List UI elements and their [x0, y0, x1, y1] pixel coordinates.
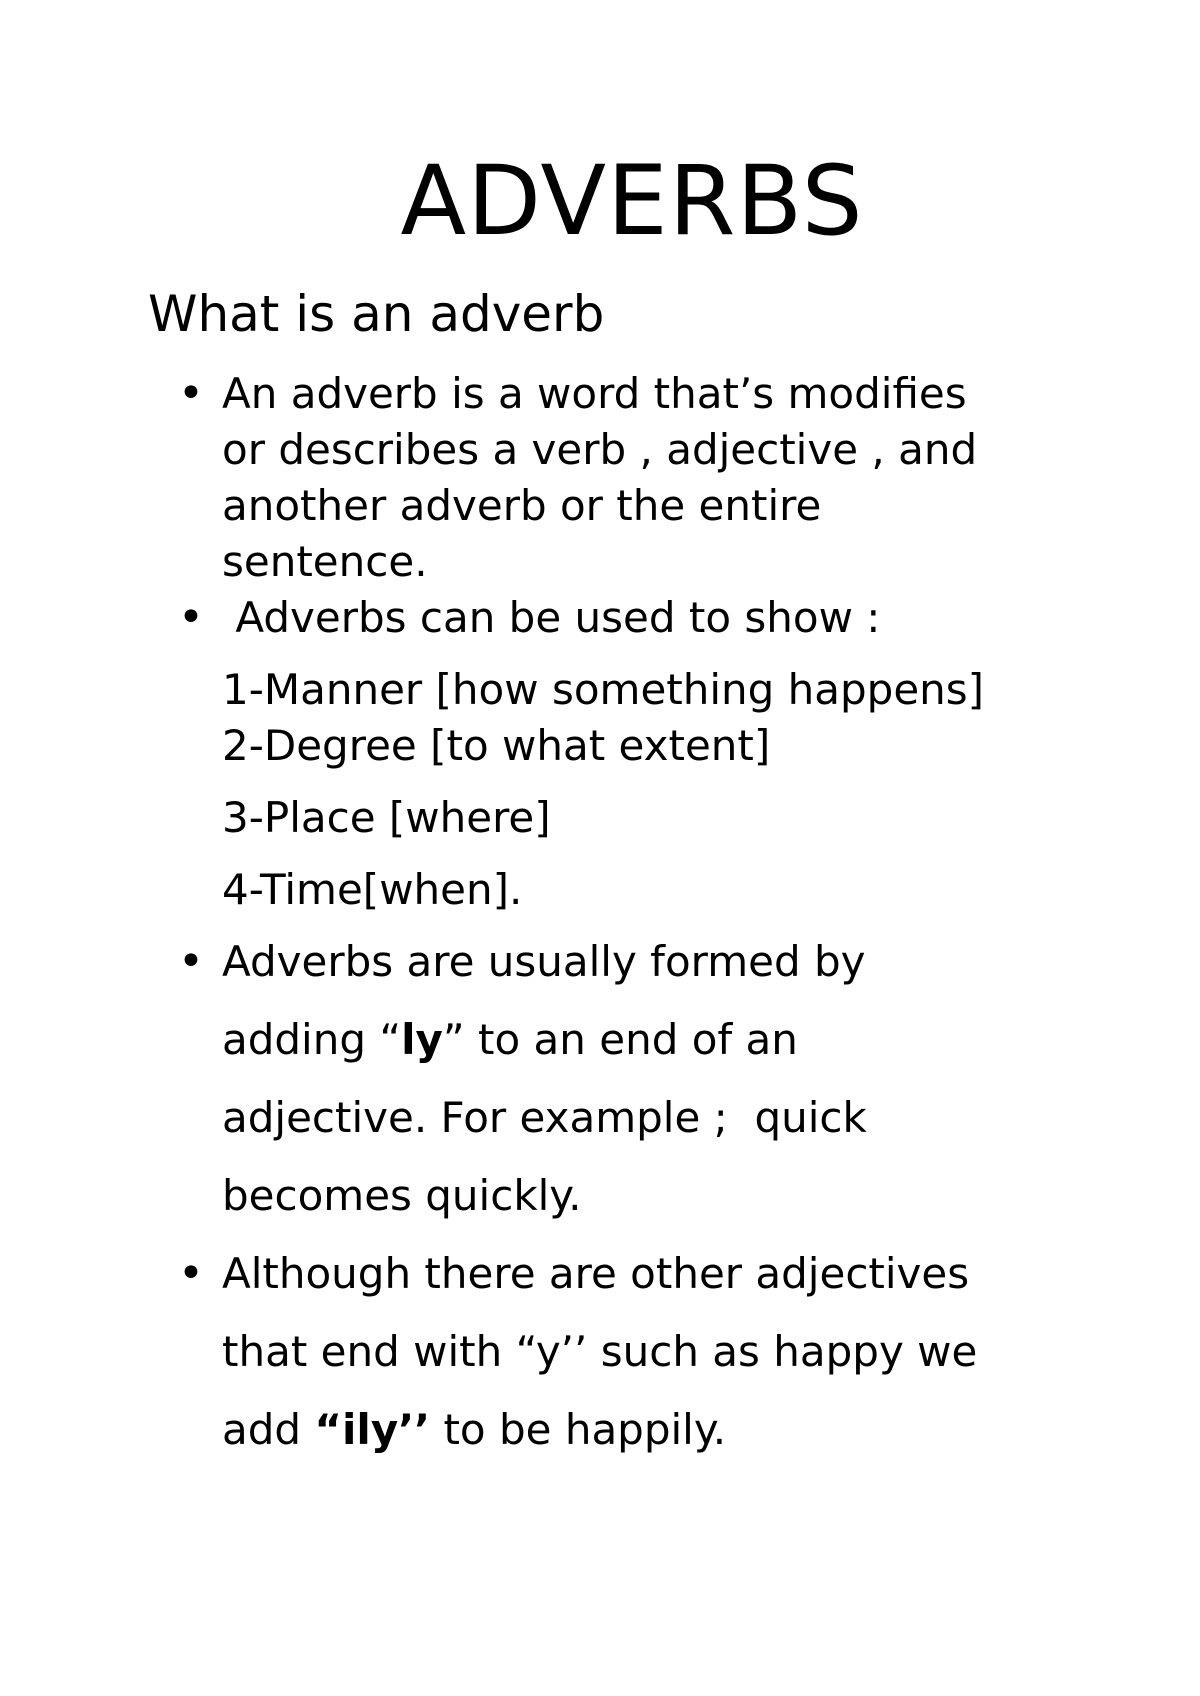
- section-heading: What is an adverb: [148, 285, 605, 343]
- bullet1-line1: An adverb is a word that’s modifies: [222, 369, 967, 418]
- list-item-place: 3-Place [where]: [222, 793, 551, 842]
- bullet4-line3-pre: add: [222, 1405, 315, 1454]
- bullet3-line2-post: ” to an end of an: [442, 1015, 798, 1064]
- bullet-marker: •: [178, 592, 204, 643]
- bold-suffix-ly: ly: [401, 1015, 443, 1064]
- bullet1-line2: or describes a verb , adjective , and: [222, 425, 978, 474]
- bullet-marker: •: [178, 936, 204, 987]
- bullet4-line1: Although there are other adjectives: [222, 1249, 970, 1298]
- bullet3-line2-pre: adding “: [222, 1015, 402, 1064]
- bullet3-line4: becomes quickly.: [222, 1171, 582, 1220]
- list-item-time: 4-Time[when].: [222, 865, 523, 914]
- bullet4-line2: that end with “y’’ such as happy we: [222, 1327, 978, 1376]
- bullet-marker: •: [178, 1248, 204, 1299]
- bullet1-line4: sentence.: [222, 537, 428, 586]
- bullet3-line2: [222, 1012, 798, 1068]
- bullet4-line3-post: to be happily.: [430, 1405, 727, 1454]
- bullet1-line3: another adverb or the entire: [222, 481, 822, 530]
- list-item-degree: 2-Degree [to what extent]: [222, 721, 771, 770]
- bullet3-line3: adjective. For example ; quick: [222, 1093, 867, 1142]
- bullet2-intro: Adverbs can be used to show :: [222, 593, 881, 642]
- page-title: ADVERBS: [400, 145, 864, 257]
- bullet3-line1: Adverbs are usually formed by: [222, 937, 866, 986]
- bold-suffix-ily: “ily’’: [314, 1405, 431, 1454]
- bullet-marker: •: [178, 368, 204, 419]
- bullet4-line3: [222, 1402, 726, 1458]
- list-item-manner: 1-Manner [how something happens]: [222, 665, 985, 714]
